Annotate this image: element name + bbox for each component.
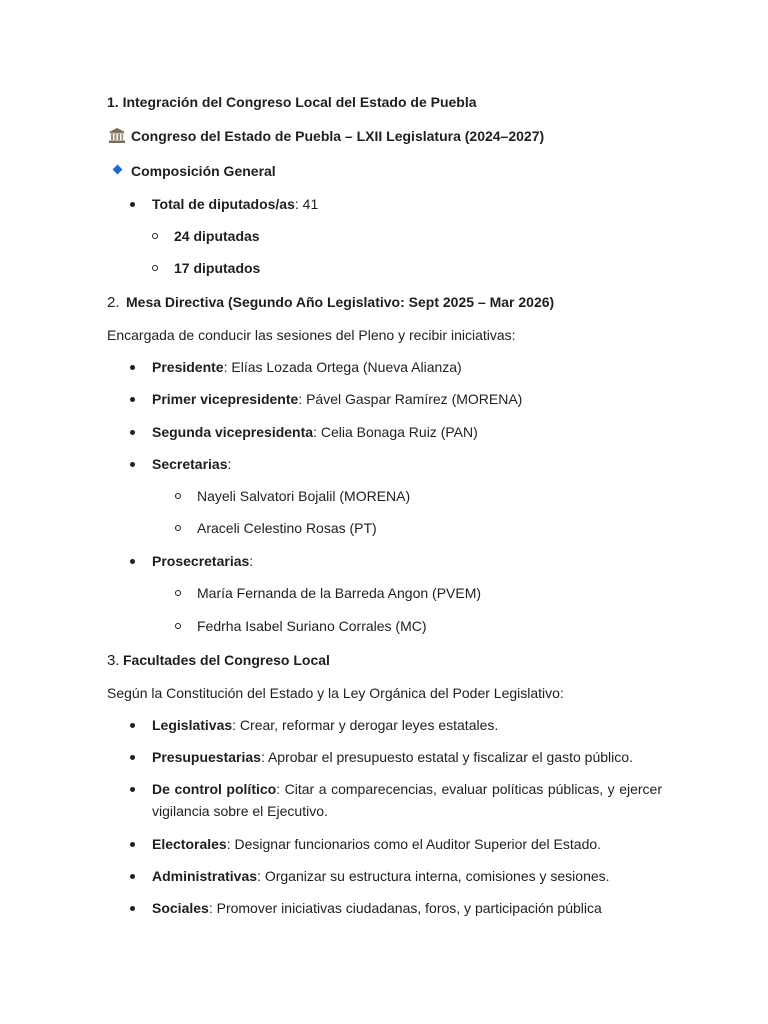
- men-count: 17 diputados: [174, 260, 261, 276]
- power-political-control: De control político: Citar a comparecencias, evaluar políticas públicas, y ejercer vigilancia sobre el Ejecutivo.: [152, 781, 662, 819]
- congress-name: Congreso del Estado de Puebla – LXII Legislatura (2024–2027): [131, 128, 545, 144]
- prosecretaries-label: Prosecretarias:: [152, 553, 254, 569]
- section3-intro: Según la Constitución del Estado y la Ley Orgánica del Poder Legislativo:: [107, 685, 564, 701]
- section2-intro: Encargada de conducir las sesiones del Pleno y recibir iniciativas:: [107, 327, 516, 343]
- blue-diamond-icon: [113, 165, 123, 175]
- president: Presidente: Elías Lozada Ortega (Nueva Alianza): [152, 359, 462, 375]
- power-electoral: Electorales: Designar funcionarios como el Auditor Superior del Estado.: [152, 836, 602, 852]
- total-deputies: Total de diputados/as: 41: [152, 196, 319, 212]
- power-budgetary: Presupuestarias: Aprobar el presupuesto estatal y fiscalizar el gasto público.: [152, 749, 633, 765]
- power-legislative: Legislativas: Crear, reformar y derogar leyes estatales.: [152, 717, 499, 733]
- women-count: 24 diputadas: [174, 228, 260, 244]
- composition-heading: Composición General: [131, 163, 276, 179]
- first-vice-president: Primer vicepresidente: Pável Gaspar Ramírez (MORENA): [152, 391, 523, 407]
- classical-building-icon: [109, 128, 125, 143]
- section3-heading: [107, 651, 330, 670]
- secretary-1: Nayeli Salvatori Bojalil (MORENA): [197, 488, 411, 504]
- section2-number: 2.: [107, 294, 120, 311]
- second-vice-president: Segunda vicepresidenta: Celia Bonaga Ruiz (PAN): [152, 424, 478, 440]
- prosecretary-2: Fedrha Isabel Suriano Corrales (MC): [197, 618, 427, 634]
- section2-title: Mesa Directiva (Segundo Año Legislativo: Sept 2025 – Mar 2026): [126, 294, 555, 310]
- section3-number: 3.: [107, 652, 120, 669]
- power-administrative: Administrativas: Organizar su estructura interna, comisiones y sesiones.: [152, 868, 610, 884]
- prosecretary-1: María Fernanda de la Barreda Angon (PVEM): [197, 585, 482, 601]
- section3-title: Facultades del Congreso Local: [123, 652, 330, 668]
- secretaries-label: Secretarias:: [152, 456, 232, 472]
- section1-title: 1. Integración del Congreso Local del Estado de Puebla: [107, 94, 477, 110]
- power-social: Sociales: Promover iniciativas ciudadanas, foros, y participación pública: [152, 900, 602, 916]
- secretary-2: Araceli Celestino Rosas (PT): [197, 520, 377, 536]
- section2-heading: [107, 293, 555, 312]
